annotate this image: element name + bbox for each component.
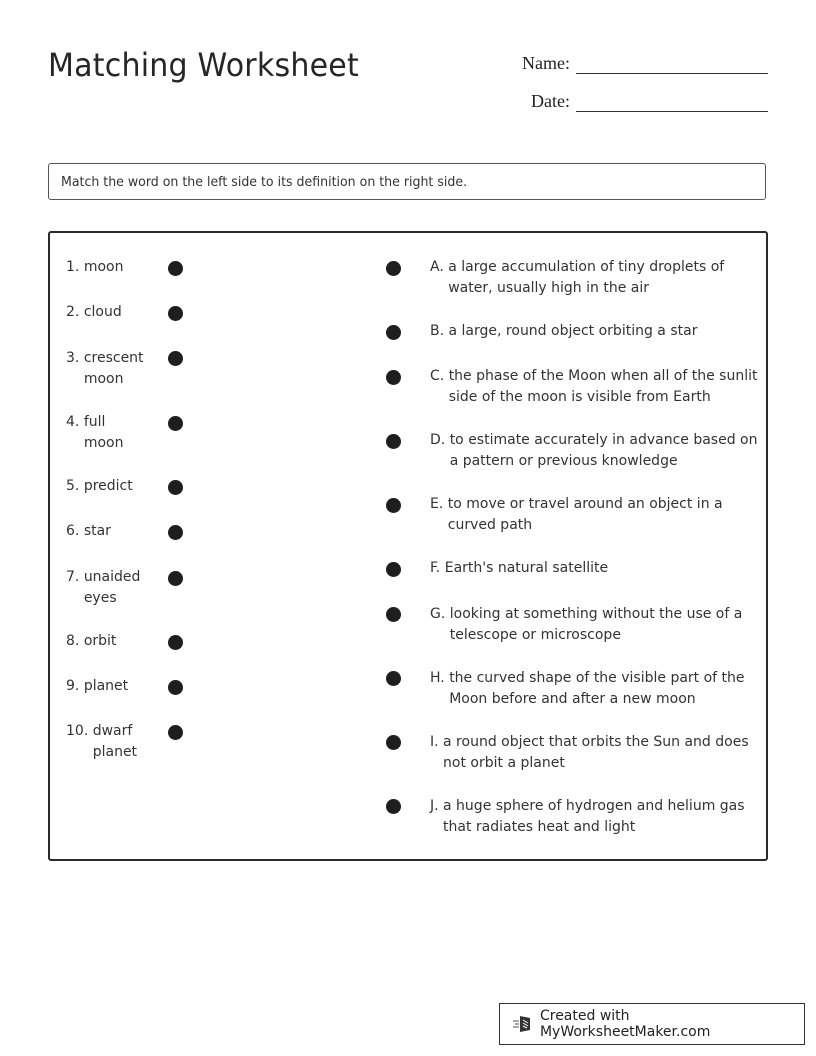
definition-item <box>430 732 760 774</box>
instructions-text: Match the word on the left side to its definition on the right side. <box>61 173 468 190</box>
definition-text: Earth's natural satellite <box>444 560 609 576</box>
date-field <box>510 91 768 112</box>
instructions-box <box>48 163 766 200</box>
date-blank-line[interactable] <box>576 95 768 112</box>
word-text: unaided <box>83 569 141 585</box>
word-match-dot[interactable] <box>168 261 183 276</box>
word-text: eyes <box>83 590 117 606</box>
worksheet-maker-logo-icon <box>512 1014 534 1034</box>
word-text: moon <box>83 259 124 275</box>
word-number: 1. <box>66 259 84 275</box>
definition-match-dot[interactable] <box>386 735 401 750</box>
definition-match-dot[interactable] <box>386 370 401 385</box>
definition-text: looking at something without the use of a telescope or microscope <box>449 606 743 643</box>
definition-text: a huge sphere of hydrogen and helium gas that radiates heat and light <box>443 798 745 835</box>
word-item <box>66 676 154 697</box>
definition-item <box>430 668 760 710</box>
word-match-dot[interactable] <box>168 571 183 586</box>
definition-letter: B. <box>430 323 449 339</box>
word-item <box>66 302 154 323</box>
definition-text: to estimate accurately in advance based on a pattern or previous knowledge <box>449 432 758 469</box>
word-match-dot[interactable] <box>168 306 183 321</box>
definition-text: a round object that orbits the Sun and does not orbit a planet <box>443 734 749 771</box>
name-field <box>510 53 768 74</box>
word-match-dot[interactable] <box>168 725 183 740</box>
definition-item <box>430 494 760 536</box>
definition-item <box>430 604 760 646</box>
definition-match-dot[interactable] <box>386 434 401 449</box>
definition-match-dot[interactable] <box>386 261 401 276</box>
definition-letter: A. <box>430 259 449 275</box>
definition-match-dot[interactable] <box>386 671 401 686</box>
word-number: 4. <box>66 414 84 430</box>
word-item <box>66 257 154 278</box>
word-match-dot[interactable] <box>168 416 183 431</box>
definition-item <box>430 366 760 408</box>
name-label: Name: <box>522 53 570 73</box>
definition-match-dot[interactable] <box>386 607 401 622</box>
definition-text: a large, round object orbiting a star <box>448 323 698 339</box>
definition-letter: I. <box>430 734 444 750</box>
word-text: star <box>83 523 111 539</box>
word-text: planet <box>92 744 138 760</box>
definition-item <box>430 257 760 299</box>
word-match-dot[interactable] <box>168 680 183 695</box>
word-item <box>66 348 154 390</box>
word-text: full <box>83 414 106 430</box>
word-number: 10. <box>66 723 93 739</box>
word-item <box>66 631 154 652</box>
word-text: moon <box>83 435 124 451</box>
page-title: Matching Worksheet <box>48 46 359 84</box>
word-item <box>66 412 154 454</box>
definition-item <box>430 796 760 838</box>
definition-letter: J. <box>430 798 444 814</box>
word-item <box>66 567 154 609</box>
definition-text: the phase of the Moon when all of the sunlit side of the moon is visible from Earth <box>448 368 758 405</box>
word-match-dot[interactable] <box>168 635 183 650</box>
definition-match-dot[interactable] <box>386 799 401 814</box>
word-number: 6. <box>66 523 84 539</box>
word-text: planet <box>83 678 129 694</box>
word-match-dot[interactable] <box>168 480 183 495</box>
word-number: 9. <box>66 678 84 694</box>
word-number: 8. <box>66 633 84 649</box>
definition-item <box>430 558 760 579</box>
word-match-dot[interactable] <box>168 525 183 540</box>
definition-letter: F. <box>430 560 445 576</box>
word-text: predict <box>83 478 133 494</box>
date-label: Date: <box>531 91 570 111</box>
definition-text: a large accumulation of tiny droplets of water, usually high in the air <box>448 259 725 296</box>
definition-match-dot[interactable] <box>386 325 401 340</box>
word-text: cloud <box>83 304 122 320</box>
word-text: orbit <box>83 633 117 649</box>
definition-match-dot[interactable] <box>386 562 401 577</box>
definition-letter: G. <box>430 606 450 622</box>
definition-letter: E. <box>430 496 448 512</box>
word-item <box>66 476 154 497</box>
definition-letter: C. <box>430 368 449 384</box>
word-match-dot[interactable] <box>168 351 183 366</box>
definition-letter: H. <box>430 670 450 686</box>
definition-letter: D. <box>430 432 450 448</box>
word-number: 2. <box>66 304 84 320</box>
word-text: crescent <box>83 350 144 366</box>
definition-item <box>430 321 760 342</box>
footer-text: Created with MyWorksheetMaker.com <box>539 1008 711 1040</box>
definition-match-dot[interactable] <box>386 498 401 513</box>
definition-item <box>430 430 760 472</box>
definition-text: to move or travel around an object in a curved path <box>447 496 723 533</box>
word-number: 3. <box>66 350 84 366</box>
word-number: 5. <box>66 478 84 494</box>
word-text: moon <box>83 371 124 387</box>
footer-credit[interactable] <box>499 1003 805 1045</box>
word-number: 7. <box>66 569 84 585</box>
word-text: dwarf <box>92 723 133 739</box>
definition-text: the curved shape of the visible part of the Moon before and after a new moon <box>449 670 745 707</box>
name-blank-line[interactable] <box>576 57 768 74</box>
word-item <box>66 521 154 542</box>
word-item <box>66 721 163 763</box>
